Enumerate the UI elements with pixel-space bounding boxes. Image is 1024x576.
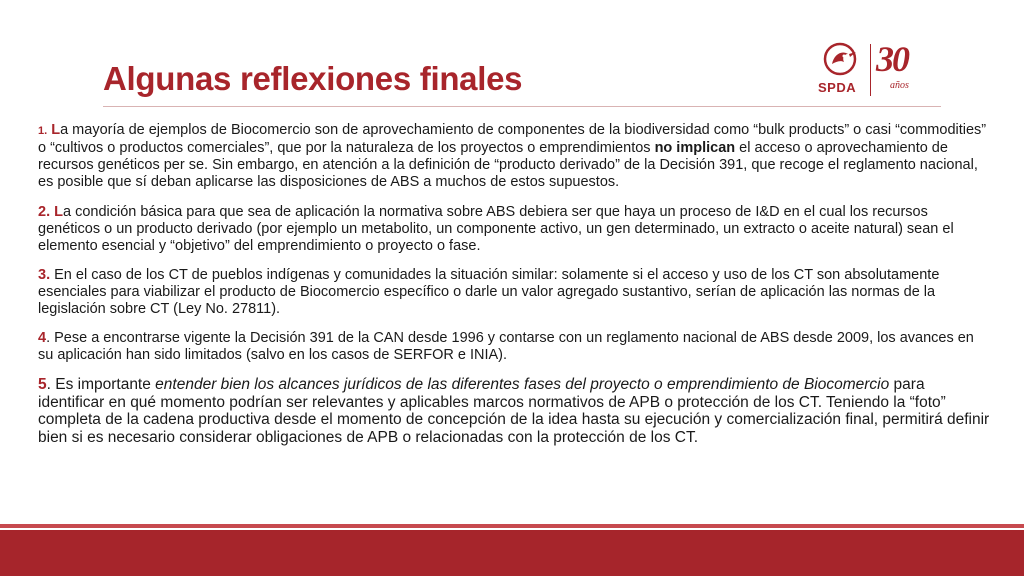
paragraph-4: [38, 330, 990, 364]
paragraph-text: En el caso de los CT de pueblos indígenas y comunidades la situación similar: solamente si el acceso y uso de los CT son absolutamente esenciales para viabilizar el producto de Biocomercio específico o darle un valor agregado sustantivo, serían de aplicación las normas de la legislación sobre CT (Ley No. 27811).: [38, 267, 940, 317]
logo-text: SPDA: [818, 80, 857, 95]
footer-accent-line: [0, 524, 1024, 528]
paragraph-text: a condición básica para que sea de aplicación la normativa sobre ABS debiera ser que haya un proceso de I&D en el cual los recursos genéticos o un producto derivado (por ejemplo un metabolito, un componente activo, un gen determinado, un extracto o aceite natural) sean el elemento esencial y “objetivo” del emprendimiento o proyecto o fase.: [38, 204, 954, 254]
slide-content: [38, 122, 990, 458]
paragraph-5: [38, 376, 990, 446]
paragraph-number: 2. L: [38, 204, 63, 220]
paragraph-text: a mayoría de ejemplos de Biocomercio son de aprovechamiento de componentes de la biodiversidad como “bulk products” o casi “commodities” o “cultivos o productos comerciales”, que por la naturaleza de los proyectos o emprendimientos: [38, 122, 987, 156]
paragraph-lead-letter: L: [51, 122, 61, 138]
logo-anniversary-suffix: años: [890, 80, 909, 91]
paragraph-number: 3.: [38, 267, 51, 283]
paragraph-text: . Pese a encontrarse vigente la Decisión 391 de la CAN desde 1996 y contarse con un reglamento nacional de ABS desde 2009, los avances en su aplicación han sido limitados (salvo en los casos de SERFOR e INIA).: [38, 330, 974, 363]
bird-logo-icon: [822, 42, 862, 78]
paragraph-text: el acceso o aprovechamiento de recursos genéticos per se. Sin embargo, en atención a la definición de “producto derivado” de la Decisión 391, que recoge el reglamento nacional, es posible que sí deban aplicarse las disposiciones de ABS a muchos de estos supuestos.: [38, 140, 978, 190]
logo-divider: [870, 44, 871, 96]
logo-anniversary-number: 30: [876, 39, 908, 79]
paragraph-number: 5: [38, 376, 47, 393]
spda-logo: [818, 39, 928, 100]
title-divider: [103, 106, 941, 107]
slide-title: Algunas reflexiones finales: [103, 60, 523, 97]
paragraph-italic: entender bien los alcances jurídicos de las diferentes fases del proyecto o emprendimiento de Biocomercio: [155, 376, 890, 393]
paragraph-number: 4: [38, 330, 47, 346]
paragraph-text: para identificar en qué momento podrían ser relevantes y aplicables marcos normativos de APB o protección de los CT. Teniendo la “foto” completa de la cadena productiva desde el momento de concepción de la idea hasta su ejecución y comercialización final, permitirá definir bien si es necesario considerar obligaciones de APB o relacionadas con la protección de los CT.: [38, 376, 990, 446]
paragraph-number: 1.: [38, 125, 48, 137]
paragraph-bold: no implican: [654, 140, 736, 156]
paragraph-1: [38, 122, 990, 191]
paragraph-3: [38, 267, 990, 318]
paragraph-2: [38, 204, 990, 255]
paragraph-text: . Es importante: [46, 376, 156, 393]
footer-bar: [0, 530, 1024, 576]
